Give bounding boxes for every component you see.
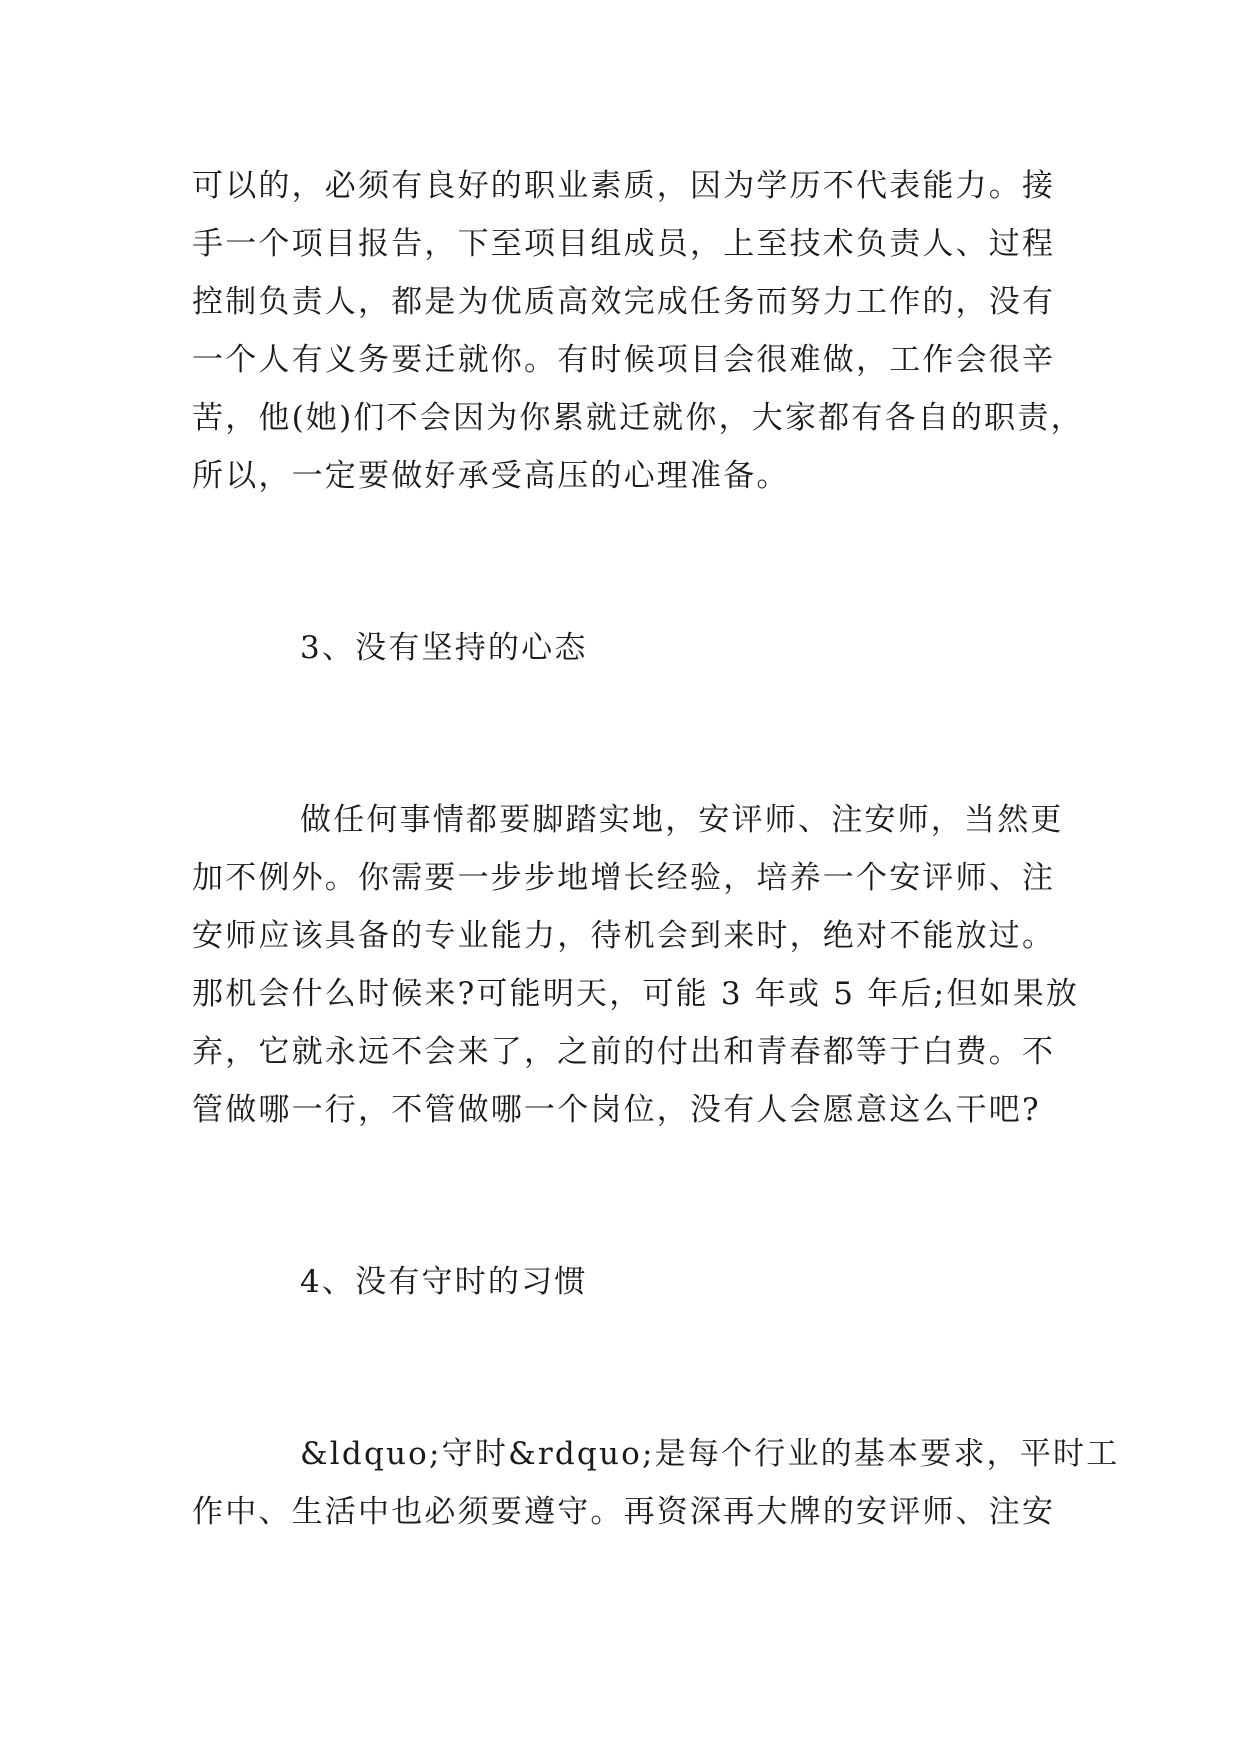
paragraph-2-line-6: 管做哪一行，不管做哪一个岗位，没有人会愿意这么干吧? [192, 1092, 1041, 1128]
paragraph-1-line-1: 可以的，必须有良好的职业素质，因为学历不代表能力。接 [192, 168, 1056, 204]
paragraph-2-line-4: 那机会什么时候来?可能明天，可能 3 年或 5 年后;但如果放 [192, 976, 1080, 1012]
paragraph-3-line-2: 作中、生活中也必须要遵守。再资深再大牌的安评师、注安 [192, 1494, 1056, 1530]
paragraph-2-line-3: 安师应该具备的专业能力，待机会到来时，绝对不能放过。 [192, 918, 1056, 954]
paragraph-2-line-1: 做任何事情都要脚踏实地，安评师、注安师，当然更 [300, 802, 1064, 838]
paragraph-3-line-1: &ldquo;守时&rdquo;是每个行业的基本要求，平时工 [300, 1436, 1120, 1472]
section-heading-4: 4、没有守时的习惯 [300, 1264, 588, 1300]
section-heading-3: 3、没有坚持的心态 [300, 630, 588, 666]
paragraph-1-line-2: 手一个项目报告，下至项目组成员，上至技术负责人、过程 [192, 226, 1056, 262]
paragraph-2-line-5: 弃，它就永远不会来了，之前的付出和青春都等于白费。不 [192, 1034, 1056, 1070]
paragraph-1-line-3: 控制负责人，都是为优质高效完成任务而努力工作的，没有 [192, 284, 1056, 320]
paragraph-1-line-5: 苦，他(她)们不会因为你累就迁就你，大家都有各自的职责， [192, 400, 1084, 436]
paragraph-2-line-2: 加不例外。你需要一步步地增长经验，培养一个安评师、注 [192, 860, 1056, 896]
paragraph-1-line-6: 所以，一定要做好承受高压的心理准备。 [192, 458, 790, 494]
paragraph-1-line-4: 一个人有义务要迁就你。有时候项目会很难做，工作会很辛 [192, 342, 1056, 378]
